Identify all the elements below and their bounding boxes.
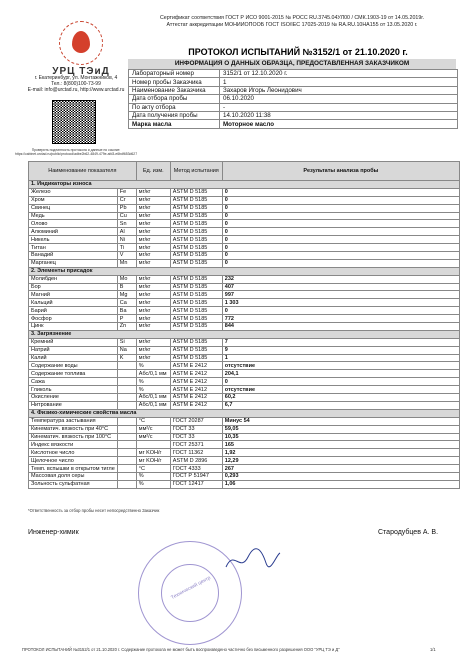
result-unit: % [136,386,170,394]
result-unit [136,441,170,449]
result-name: Железо [29,188,118,196]
result-name: Свинец [29,204,118,212]
result-value: 60,2 [222,394,459,402]
result-method: ASTM D 5185 [170,228,222,236]
result-sym: V [117,252,136,260]
result-unit: мг/кг [136,188,170,196]
result-name: Фосфор [29,315,118,323]
result-name: Медь [29,212,118,220]
result-row [29,283,460,291]
result-unit: мг/кг [136,196,170,204]
result-unit: мг/кг [136,299,170,307]
result-row [29,315,460,323]
result-sym: Mn [117,259,136,267]
result-row [29,457,460,465]
result-row [29,204,460,212]
info-row [129,103,458,111]
results-header-cell: Наименование показателя [29,162,137,181]
result-sym [117,386,136,394]
info-label: Марка масла [129,120,220,128]
result-name: Натрий [29,346,118,354]
result-row [29,299,460,307]
result-method: ASTM D 5185 [170,307,222,315]
info-value: - [220,103,458,111]
result-sym [117,362,136,370]
result-value: 0 [222,307,459,315]
result-sym: Ti [117,244,136,252]
result-unit: мм²/с [136,433,170,441]
info-row [129,70,458,78]
result-name: Зольность сульфатная [29,480,118,488]
result-method: ASTM E 2412 [170,394,222,402]
result-name: Кислотное число [29,449,118,457]
sample-info-heading: ИНФОРМАЦИЯ О ДАННЫХ ОБРАЗЦА, ПРЕДОСТАВЛЕННАЯ ЗАКАЗЧИКОМ [128,59,456,69]
result-method: ASTM E 2412 [170,378,222,386]
result-sym: Ca [117,299,136,307]
result-name: Гликоль [29,386,118,394]
result-sym: B [117,283,136,291]
result-name: Олово [29,220,118,228]
result-row [29,259,460,267]
result-value: 0 [222,188,459,196]
result-method: ASTM D 5185 [170,204,222,212]
result-name: Алюминий [29,228,118,236]
result-unit: мг/кг [136,259,170,267]
result-method: ASTM D 5185 [170,188,222,196]
result-row [29,480,460,488]
result-method: ASTM E 2412 [170,362,222,370]
result-unit: % [136,480,170,488]
result-row [29,220,460,228]
results-header-cell: Результаты анализа пробы [222,162,459,181]
result-sym: P [117,315,136,323]
result-value: 9 [222,346,459,354]
result-name: Окисление [29,394,118,402]
result-sym: Mg [117,291,136,299]
result-row [29,378,460,386]
result-unit: Абс/0,1 мм [136,401,170,409]
result-sym [117,394,136,402]
email-line: E-mail: info@urctad.ru, http://www.urctad.ru [27,87,125,93]
result-unit: мг/кг [136,283,170,291]
result-value: 267 [222,465,459,473]
engineer-name: Стародубцев А. В. [378,529,439,536]
qr-note-link[interactable]: https://cabinet.urctad.ru/public/protocol/adbe2b62-4849-479e-afd3-e6bdf653d627 [14,152,138,157]
result-value: 0 [222,220,459,228]
result-name: Массовая доля серы [29,472,118,480]
result-value: 844 [222,323,459,331]
result-sym: Mo [117,275,136,283]
result-method: ASTM D 5185 [170,338,222,346]
result-row [29,417,460,425]
company-address [14,75,138,93]
info-value: 14.10.2020 11:38 [220,111,458,119]
section-row [29,330,460,338]
result-name: Щелочное число [29,457,118,465]
result-sym [117,378,136,386]
result-sym: K [117,354,136,362]
result-sym [117,480,136,488]
result-row [29,196,460,204]
result-method: ASTM D 5185 [170,291,222,299]
result-method: ASTM D 5185 [170,236,222,244]
result-sym: Zn [117,323,136,331]
result-unit: мг KOH/г [136,449,170,457]
result-method: ASTM D 5185 [170,275,222,283]
info-label: По акту отбора [129,103,220,111]
qr-note [14,148,138,156]
result-row [29,275,460,283]
result-method: ASTM D 5185 [170,354,222,362]
result-row [29,323,460,331]
info-row [129,95,458,103]
result-method: ГОСТ 25371 [170,441,222,449]
result-value: 0 [222,204,459,212]
result-value: 0 [222,212,459,220]
info-value: 06.10.2020 [220,95,458,103]
result-row [29,228,460,236]
result-row [29,252,460,260]
result-name: Кинематич. вязкость при 40°С [29,425,118,433]
result-unit: мг/кг [136,244,170,252]
sample-info-table [128,69,458,129]
results-table [28,161,460,489]
result-name: Цинк [29,323,118,331]
result-method: ГОСТ 12417 [170,480,222,488]
result-row [29,394,460,402]
result-method: ASTM D 5185 [170,252,222,260]
result-name: Индекс вязкости [29,441,118,449]
result-unit: мг KOH/г [136,457,170,465]
result-row [29,401,460,409]
result-name: Молибден [29,275,118,283]
result-value: 1,92 [222,449,459,457]
result-unit: мг/кг [136,315,170,323]
result-value: 0 [222,259,459,267]
result-method: ASTM D 5185 [170,323,222,331]
result-value: отсутствие [222,386,459,394]
result-row [29,370,460,378]
result-method: ASTM D 2896 [170,457,222,465]
result-value: отсутствие [222,362,459,370]
result-row [29,236,460,244]
result-unit: мг/кг [136,204,170,212]
info-value: Моторное масло [220,120,458,128]
result-row [29,244,460,252]
result-value: 0 [222,196,459,204]
result-name: Магний [29,291,118,299]
result-row [29,441,460,449]
result-name: Нитрование [29,401,118,409]
result-method: ГОСТ Р 51947 [170,472,222,480]
result-unit: мг/кг [136,323,170,331]
result-row [29,291,460,299]
result-row [29,188,460,196]
result-unit: °С [136,417,170,425]
result-method: ГОСТ 11362 [170,449,222,457]
result-unit: % [136,362,170,370]
footnote: *Ответственность за отбор пробы несет непосредственно Заказчик [28,508,160,513]
result-unit: мг/кг [136,236,170,244]
result-value: 0 [222,252,459,260]
result-method: ГОСТ 33 [170,433,222,441]
result-value: 10,35 [222,433,459,441]
result-sym [117,465,136,473]
result-method: ГОСТ 33 [170,425,222,433]
result-sym [117,472,136,480]
result-value: 0 [222,244,459,252]
result-row [29,449,460,457]
info-label: Дата получения пробы [129,111,220,119]
result-unit: мг/кг [136,212,170,220]
result-name: Титан [29,244,118,252]
section-row [29,181,460,189]
result-row [29,465,460,473]
result-sym [117,425,136,433]
result-value: 0,293 [222,472,459,480]
result-value: 204,1 [222,370,459,378]
info-label: Наименование Заказчика [129,86,220,94]
stamp-text: Технический центр [170,575,212,601]
result-unit: % [136,378,170,386]
result-unit: Абс/0,1 мм [136,394,170,402]
result-unit: мг/кг [136,252,170,260]
section-title: 3. Загрязнение [29,330,460,338]
result-value: 1 303 [222,299,459,307]
section-title: 1. Индикаторы износа [29,181,460,189]
result-unit: мг/кг [136,338,170,346]
result-method: ASTM E 2412 [170,370,222,378]
result-value: 1,06 [222,480,459,488]
certificate-header [128,15,456,30]
result-sym [117,433,136,441]
info-row [129,120,458,128]
signature-icon [222,545,282,575]
result-unit: мг/кг [136,291,170,299]
result-unit: мг/кг [136,307,170,315]
result-row [29,425,460,433]
engineer-label: Инженер-химик [28,529,79,536]
result-name: Ванадий [29,252,118,260]
info-value: 3152/1 от 12.10.2020 г. [220,70,458,78]
page-number: 1/1 [430,647,436,652]
result-sym [117,441,136,449]
section-title: 4. Физико-химические свойства масла [29,409,460,417]
result-unit: мг/кг [136,346,170,354]
info-value: Захаров Игорь Леонидович [220,86,458,94]
result-name: Кальций [29,299,118,307]
result-sym [117,457,136,465]
result-method: ASTM D 5185 [170,196,222,204]
result-method: ASTM D 5185 [170,315,222,323]
result-name: Барий [29,307,118,315]
info-label: Дата отбора пробы [129,95,220,103]
qr-code-icon[interactable] [52,100,96,144]
result-name: Температура застывания [29,417,118,425]
result-value: 59,05 [222,425,459,433]
result-sym: Cu [117,212,136,220]
result-value: 12,29 [222,457,459,465]
result-unit: °С [136,465,170,473]
result-method: ASTM D 5185 [170,259,222,267]
result-name: Содержание топлива [29,370,118,378]
result-name: Сажа [29,378,118,386]
result-unit: мг/кг [136,354,170,362]
result-sym: Cr [117,196,136,204]
result-unit: Абс/0,1 мм [136,370,170,378]
result-sym [117,449,136,457]
result-value: 0 [222,236,459,244]
result-row [29,212,460,220]
result-sym: Ni [117,236,136,244]
result-name: Содержание воды [29,362,118,370]
result-name: Темп. вспышки в открытом тигле [29,465,118,473]
result-sym [117,401,136,409]
result-method: ASTM D 5185 [170,212,222,220]
result-value: 7 [222,338,459,346]
results-header-row [29,162,460,181]
result-value: 407 [222,283,459,291]
result-value: 1 [222,354,459,362]
result-value: 997 [222,291,459,299]
result-row [29,338,460,346]
result-sym: Sn [117,220,136,228]
result-method: ГОСТ 20287 [170,417,222,425]
result-name: Кремний [29,338,118,346]
result-row [29,472,460,480]
result-row [29,362,460,370]
result-unit: мг/кг [136,220,170,228]
result-name: Марганец [29,259,118,267]
result-unit: мг/кг [136,275,170,283]
result-sym: Pb [117,204,136,212]
result-name: Бор [29,283,118,291]
result-method: ASTM E 2412 [170,401,222,409]
info-row [129,111,458,119]
protocol-title: ПРОТОКОЛ ИСПЫТАНИЙ №3152/1 от 21.10.2020 г. [188,47,408,57]
result-value: 0 [222,378,459,386]
info-label: Номер пробы Заказчика [129,78,220,86]
result-name: Хром [29,196,118,204]
result-sym: Ba [117,307,136,315]
result-sym [117,370,136,378]
qr-note-text: Проверить подлинность протокола и данные по ссылке: [31,148,121,152]
result-unit: мг/кг [136,228,170,236]
result-value: 165 [222,441,459,449]
result-sym: Na [117,346,136,354]
result-row [29,307,460,315]
result-value: 772 [222,315,459,323]
result-method: ASTM D 5185 [170,299,222,307]
result-sym: Al [117,228,136,236]
logo-emblem-icon [59,21,103,65]
result-method: ASTM D 5185 [170,283,222,291]
results-header-cell: Ед. изм. [136,162,170,181]
result-row [29,433,460,441]
result-value: 232 [222,275,459,283]
result-method: ASTM D 5185 [170,346,222,354]
info-row [129,78,458,86]
result-row [29,346,460,354]
result-method: ГОСТ 4333 [170,465,222,473]
info-row [129,86,458,94]
result-sym [117,417,136,425]
company-logo [36,21,126,77]
section-title: 2. Элементы присадок [29,267,460,275]
results-header-cell: Метод испытания [170,162,222,181]
result-unit: % [136,472,170,480]
result-row [29,386,460,394]
result-value: 6,7 [222,401,459,409]
result-name: Никель [29,236,118,244]
result-value: 0 [222,228,459,236]
logo-text: УРЦ ТЭиД [52,66,110,77]
info-value: 1 [220,78,458,86]
result-method: ASTM D 5185 [170,244,222,252]
result-value: Минус 54 [222,417,459,425]
result-method: ASTM E 2412 [170,386,222,394]
result-name: Калий [29,354,118,362]
info-label: Лабораторный номер [129,70,220,78]
result-name: Кинематич. вязкость при 100°С [29,433,118,441]
result-row [29,354,460,362]
address-line: г. Екатеринбург, ул. Монтажников, 4 [34,75,118,81]
page-footer: ПРОТОКОЛ ИСПЫТАНИЙ №3152/1 от 21.10.2020 г. Содержание протокола не может быть воспроизведено частично без письменного разрешения ООО "УРЦ ТЭ и Д" [22,647,340,652]
section-row [29,409,460,417]
result-sym: Fe [117,188,136,196]
accreditation-line: Аттестат аккредитации МОНИИОПООБ ГОСТ ISO/IEC 17025-2019 № RA.RU.10НА155 от 13.05.2020 г. [166,22,418,29]
result-unit: мм²/с [136,425,170,433]
certificate-line: Сертификат соответствия ГОСТ Р ИСО 9001-2015 № РОСС RU.3745.04УЛ00 / СМК.1903-19 от 14.05.2019г. [159,15,425,21]
result-sym: Si [117,338,136,346]
phone-line: Тел.: 8(800)100-73-99 [51,81,101,87]
result-method: ASTM D 5185 [170,220,222,228]
section-row [29,267,460,275]
